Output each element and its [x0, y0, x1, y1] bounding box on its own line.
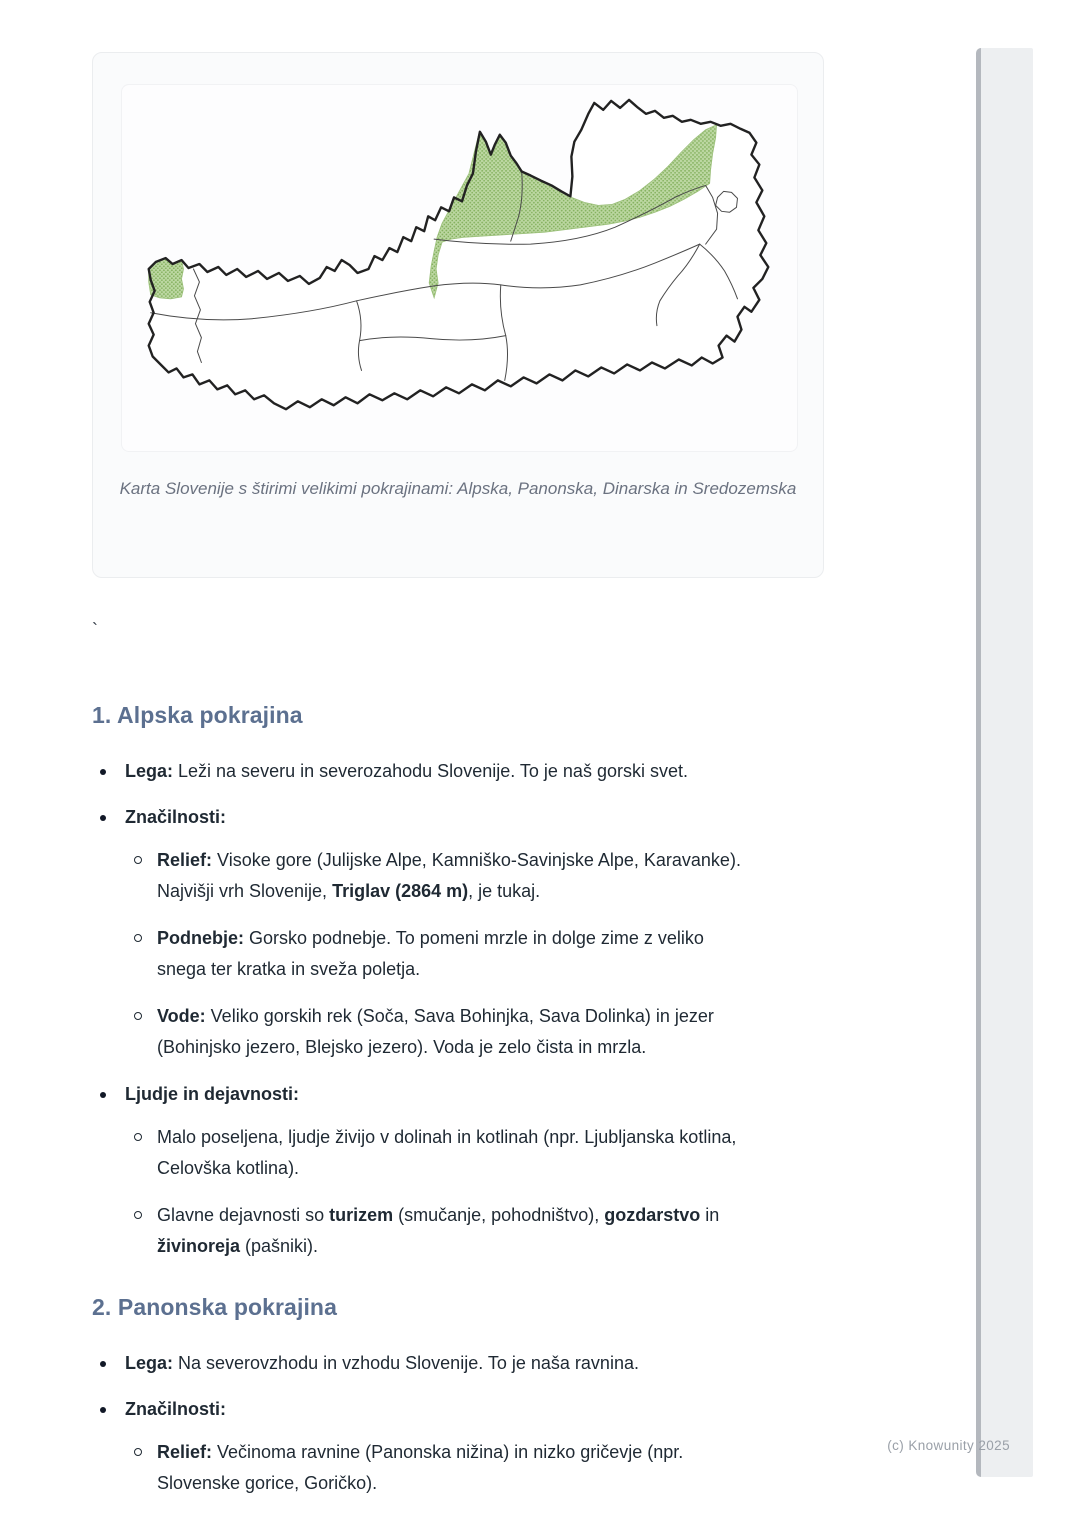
- list-item-text: Značilnosti:: [125, 1399, 227, 1419]
- bullet-ring-icon: [134, 856, 142, 864]
- bullet-dot-icon: [100, 769, 106, 775]
- list-item-text: Relief: Večinoma ravnine (Panonska nižina) in nizko gričevje (npr. Slovenske gorice, Goričko).: [157, 1442, 684, 1493]
- bullet-list: [92, 756, 790, 1262]
- list-item-text: Podnebje: Gorsko podnebje. To pomeni mrzle in dolge zime z veliko snega ter kratka in sveža poletja.: [157, 928, 704, 979]
- list-item: [92, 802, 790, 1063]
- list-item-text: Lega: Leži na severu in severozahodu Slovenije. To je naš gorski svet.: [125, 761, 688, 781]
- bullet-ring-icon: [134, 1211, 142, 1219]
- map-image-box: [121, 84, 798, 452]
- bullet-ring-icon: [134, 934, 142, 942]
- list-item-text: Ljudje in dejavnosti:: [125, 1084, 300, 1104]
- sub-bullet-list: [125, 1122, 790, 1262]
- bullet-ring-icon: [134, 1133, 142, 1141]
- section-heading: 1. Alpska pokrajina: [92, 702, 303, 728]
- bullet-ring-icon: [134, 1448, 142, 1456]
- bullet-dot-icon: [100, 1407, 106, 1413]
- bullet-dot-icon: [100, 815, 106, 821]
- map-card: [92, 52, 824, 578]
- list-item-text: Značilnosti:: [125, 807, 227, 827]
- list-item-text: Vode: Veliko gorskih rek (Soča, Sava Bohinjka, Sava Dolinka) in jezer (Bohinjsko jezero, Blejsko jezero). Voda je zelo čista in mrzla.: [157, 1006, 714, 1057]
- list-item: [92, 1079, 790, 1262]
- section-heading: 2. Panonska pokrajina: [92, 1294, 337, 1320]
- list-item: [125, 1001, 790, 1063]
- list-item: [125, 1122, 790, 1184]
- next-page-preview[interactable]: [976, 48, 1033, 1477]
- list-item: [125, 1200, 790, 1262]
- list-item: [125, 1437, 790, 1499]
- list-item-text: Malo poseljena, ljudje živijo v dolinah in kotlinah (npr. Ljubljanska kotlina, Celovška kotlina).: [157, 1127, 737, 1178]
- list-item: [92, 756, 790, 787]
- sub-bullet-list: [125, 845, 790, 1063]
- stray-backtick-text: `: [92, 620, 98, 640]
- list-item: [125, 845, 790, 907]
- austria-regions-map: [122, 85, 797, 451]
- bullet-list: [92, 1348, 790, 1499]
- bullet-dot-icon: [100, 1092, 106, 1098]
- bullet-dot-icon: [100, 1361, 106, 1367]
- list-item: [92, 1348, 790, 1379]
- list-item-text: Lega: Na severovzhodu in vzhodu Slovenije. To je naša ravnina.: [125, 1353, 639, 1373]
- document-body: [92, 700, 790, 1515]
- list-item: [125, 923, 790, 985]
- watermark-text: (c) Knowunity 2025: [887, 1438, 1010, 1453]
- list-item-text: Relief: Visoke gore (Julijske Alpe, Kamniško-Savinjske Alpe, Karavanke). Najvišji vrh Slovenije, Triglav (2864 m), je tukaj.: [157, 850, 741, 901]
- sub-bullet-list: [125, 1437, 790, 1499]
- bullet-ring-icon: [134, 1012, 142, 1020]
- list-item: [92, 1394, 790, 1499]
- figure-caption: Karta Slovenije s štirimi velikimi pokrajinami: Alpska, Panonska, Dinarska in Sredozemska: [119, 479, 797, 498]
- list-item-text: Glavne dejavnosti so turizem (smučanje, pohodništvo), gozdarstvo in živinoreja (pašniki).: [157, 1205, 720, 1256]
